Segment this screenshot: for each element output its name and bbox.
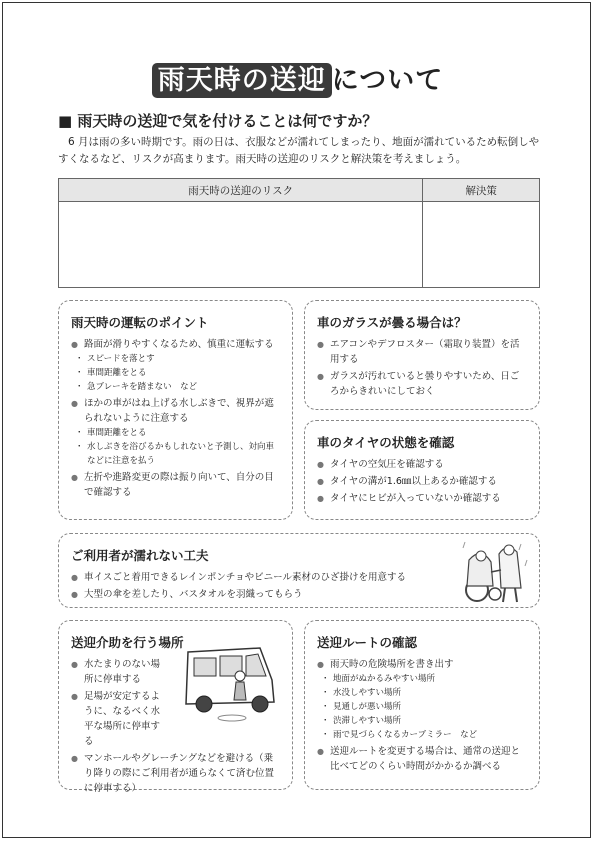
driving-point-1: ● 路面が滑りやすくなるため、慎重に運転する [71,337,280,352]
glass-box [304,300,540,410]
page-title [0,58,595,97]
section-heading: ■ 雨天時の送迎で気を付けることは何ですか？ [58,112,378,130]
driving-sub-1: ・ スピードを落とす [71,352,280,366]
driving-sub-3: ・ 急ブレーキを踏まない など [71,380,280,394]
wheelchair-rain-illustration [455,540,530,604]
tire-title: 車のタイヤの状態を確認 [317,435,455,450]
place-point-2: ● 足場が安定するように、なるべく水平な場所に停車する [71,689,169,749]
solution-column-header: 解決策 [423,179,540,202]
wet-point-1: ● 車イスごと着用できるレインポンチョやビニール素材のひざ掛けを用意する [71,570,464,585]
place-point-3: ● マンホールやグレーチングなどを避ける（乗り降りの際にご利用者が通らなくて済む位置に停車する） [71,751,280,796]
tire-box [304,420,540,520]
tire-point-3: ● タイヤにヒビが入っていないか確認する [317,491,527,506]
risk-column-header: 雨天時の送迎のリスク [59,179,423,202]
route-title: 送迎ルートの確認 [317,635,418,650]
route-sub-2: ・ 水没しやすい場所 [317,686,527,700]
wet-point-2: ● 大型の傘を差したり、バスタオルを羽織ってもらう [71,587,464,602]
title-highlight: 雨天時の送迎 [152,63,332,98]
route-point-1: ● 雨天時の危険場所を書き出す [317,657,527,672]
glass-title: 車のガラスが曇る場合は？ [317,315,467,330]
tire-point-1: ● タイヤの空気圧を確認する [317,457,527,472]
van-illustration [180,640,285,725]
route-point-2: ● 送迎ルートを変更する場合は、通常の送迎と比べてどのくらい時間がかかるか調べる [317,744,527,774]
solution-cell[interactable] [423,202,540,288]
title-rest: について [331,65,444,96]
glass-point-2: ● ガラスが汚れていると曇りやすいため、日ごろからきれいにしておく [317,369,527,399]
driving-points-box [58,300,293,520]
glass-point-1: ● エアコンやデフロスター（霜取り装置）を活用する [317,337,527,367]
driving-point-2: ● ほかの車がはね上げる水しぶきで、視界が遮られないように注意する [71,396,280,426]
driving-point-3: ● 左折や進路変更の際は振り向いて、自分の目で確認する [71,470,280,500]
route-box [304,620,540,790]
driving-title: 雨天時の運転のポイント [71,315,209,330]
wet-title: ご利用者が濡れない工夫 [71,548,209,563]
intro-text: 6 月は雨の多い時期です。雨の日は、衣服などが濡れてしまったり、地面が濡れているため転倒しやすくなるなど、リスクが高まります。雨天時の送迎のリスクと解決策を考えましょう。 [58,136,540,165]
risk-cell[interactable] [59,202,423,288]
place-title: 送迎介助を行う場所 [71,635,184,650]
route-sub-5: ・ 雨で見づらくなるカーブミラー など [317,728,527,742]
route-sub-3: ・ 見通しが悪い場所 [317,700,527,714]
place-point-1: ● 水たまりのない場所に停車する [71,657,164,687]
driving-sub-4: ・ 車間距離をとる [71,426,280,440]
route-sub-1: ・ 地面がぬかるみやすい場所 [317,672,527,686]
driving-sub-2: ・ 車間距離をとる [71,366,280,380]
route-sub-4: ・ 渋滞しやすい場所 [317,714,527,728]
risk-table [58,178,540,288]
driving-sub-5: ・ 水しぶきを浴びるかもしれないと予測し、対向車などに注意を払う [71,440,280,468]
tire-point-2: ● タイヤの溝が1.6㎜以上あるか確認する [317,474,527,489]
